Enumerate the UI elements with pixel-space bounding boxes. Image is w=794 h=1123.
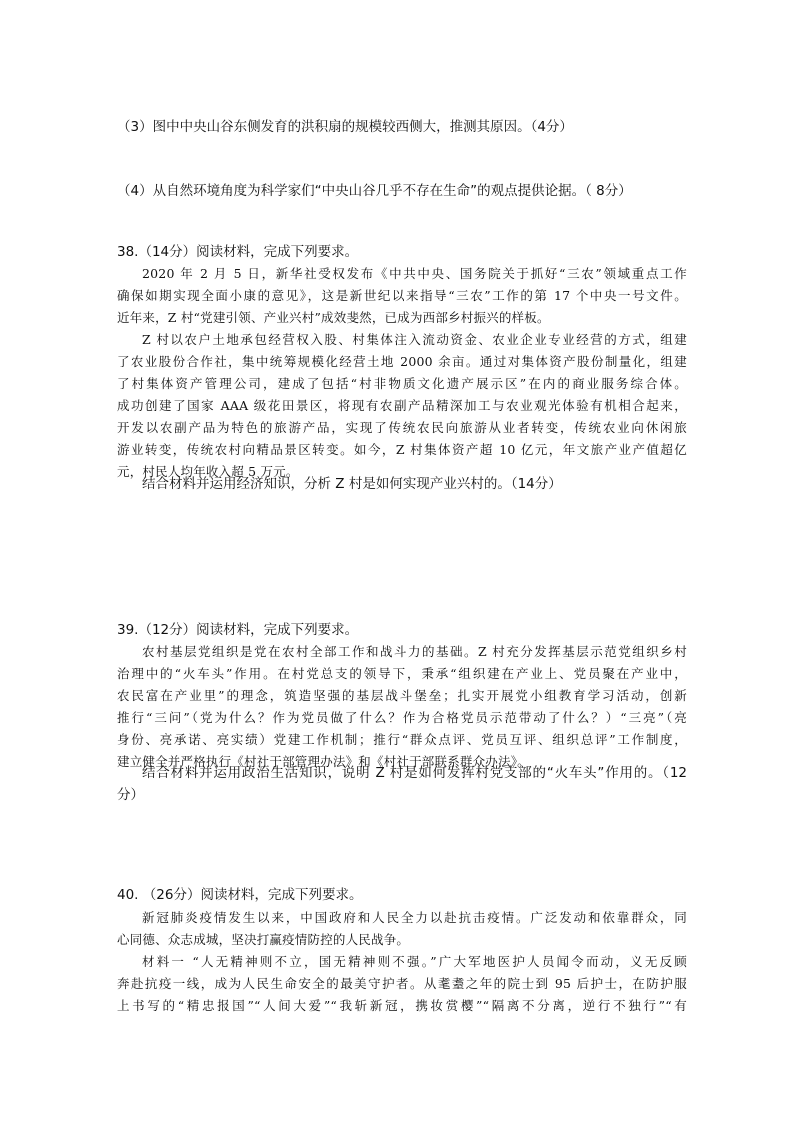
question-38-header: 38.（14分）阅读材料，完成下列要求。 <box>117 244 359 260</box>
q38-material-line: 元，村民人均年收入超 5 万元。 <box>117 464 299 479</box>
question-40-header: 40. （26分）阅读材料，完成下列要求。 <box>117 887 363 903</box>
q38-material-line: 开发以农副产品为特色的旅游产品，实现了传统农民向旅游从业者转变，传统农业向休闲旅 <box>117 420 687 435</box>
q38-material-line: Z 村以农户土地承包经营权入股、村集体注入流动资金、农业企业专业经营的方式，组建 <box>142 332 687 347</box>
q39-question-continued: 分） <box>117 787 144 803</box>
q38-question: 结合材料并运用经济知识，分析 Z 村是如何实现产业兴村的。（14分） <box>142 476 562 492</box>
q40-material-line: 心同德、众志成城，坚决打赢疫情防控的人民战争。 <box>117 932 410 947</box>
q38-material-line: 确保如期实现全面小康的意见》，这是新世纪以来指导“三农”工作的第 17 个中央一号文件。 <box>117 288 687 303</box>
q40-material-line: 上书写的“精忠报国”“人间大爱”“我斩新冠，携妆赏樱”“隔离不分离，逆行不独行”“有 <box>117 998 687 1013</box>
q38-material-line: 了村集体资产管理公司，建成了包括“村非物质文化遗产展示区”在内的商业服务综合体。 <box>117 376 687 391</box>
q38-material-line: 2020 年 2 月 5 日，新华社受权发布《中共中央、国务院关于抓好“三农”领域重点工作 <box>142 266 687 281</box>
q38-material-line: 成功创建了国家 AAA 级花田景区，将现有农副产品精深加工与农业观光体验有机相合起来， <box>117 398 687 413</box>
question-37-3: （3）图中中央山谷东侧发育的洪积扇的规模较西侧大，推测其原因。（4分） <box>117 119 573 135</box>
q39-question: 结合材料并运用政治生活知识，说明 Z 村是如何发挥村党支部的“火车头”作用的。（12 <box>142 765 687 781</box>
q39-material-line: 身份、亮承诺、亮实绩）党建工作机制；推行“群众点评、党员互评、组织总评”工作制度， <box>117 732 687 747</box>
q40-material-line: 新冠肺炎疫情发生以来，中国政府和人民全力以赴抗击疫情。广泛发动和依靠群众，同 <box>142 910 687 925</box>
question-39-header: 39.（12分）阅读材料，完成下列要求。 <box>117 622 359 638</box>
question-37-4: （4）从自然环境角度为科学家们“中央山谷几乎不存在生命”的观点提供论据。（ 8分） <box>117 183 632 199</box>
q38-material-line: 了农业股份合作社，集中统筹规模化经营土地 2000 余亩。通过对集体资产股份制量化，组建 <box>117 354 687 369</box>
q39-material-line: 农民富在产业里”的理念，筑造坚强的基层战斗堡垒；扎实开展党小组教育学习活动，创新 <box>117 688 687 703</box>
q40-material-line: 奔赴抗疫一线，成为人民生命安全的最美守护者。从耄耋之年的院士到 95 后护士，在防护服 <box>117 976 687 991</box>
q40-material-line: 材料一 “人无精神则不立，国无精神则不强。”广大军地医护人员闻令而动，义无反顾 <box>142 954 687 969</box>
q38-material-line: 近年来，Z 村“党建引领、产业兴村”成效斐然，已成为西部乡村振兴的样板。 <box>117 310 550 325</box>
q38-material-line: 游业转变，传统农村向精品景区转变。如今，Z 村集体资产超 10 亿元，年文旅产业产值超亿 <box>117 442 687 457</box>
q39-material-line: 推行“三问”（党为什么？作为党员做了什么？作为合格党员示范带动了什么？）“三亮”（亮 <box>117 710 687 725</box>
q39-material-line: 治理中的“火车头”作用。在村党总支的领导下，秉承“组织建在产业上、党员聚在产业中， <box>117 666 687 681</box>
q39-material-line: 建立健全并严格执行《村社干部管理办法》和《村社干部联系群众办法》。 <box>117 754 530 769</box>
q39-material-line: 农村基层党组织是党在农村全部工作和战斗力的基础。Z 村充分发挥基层示范党组织乡村 <box>142 644 687 659</box>
